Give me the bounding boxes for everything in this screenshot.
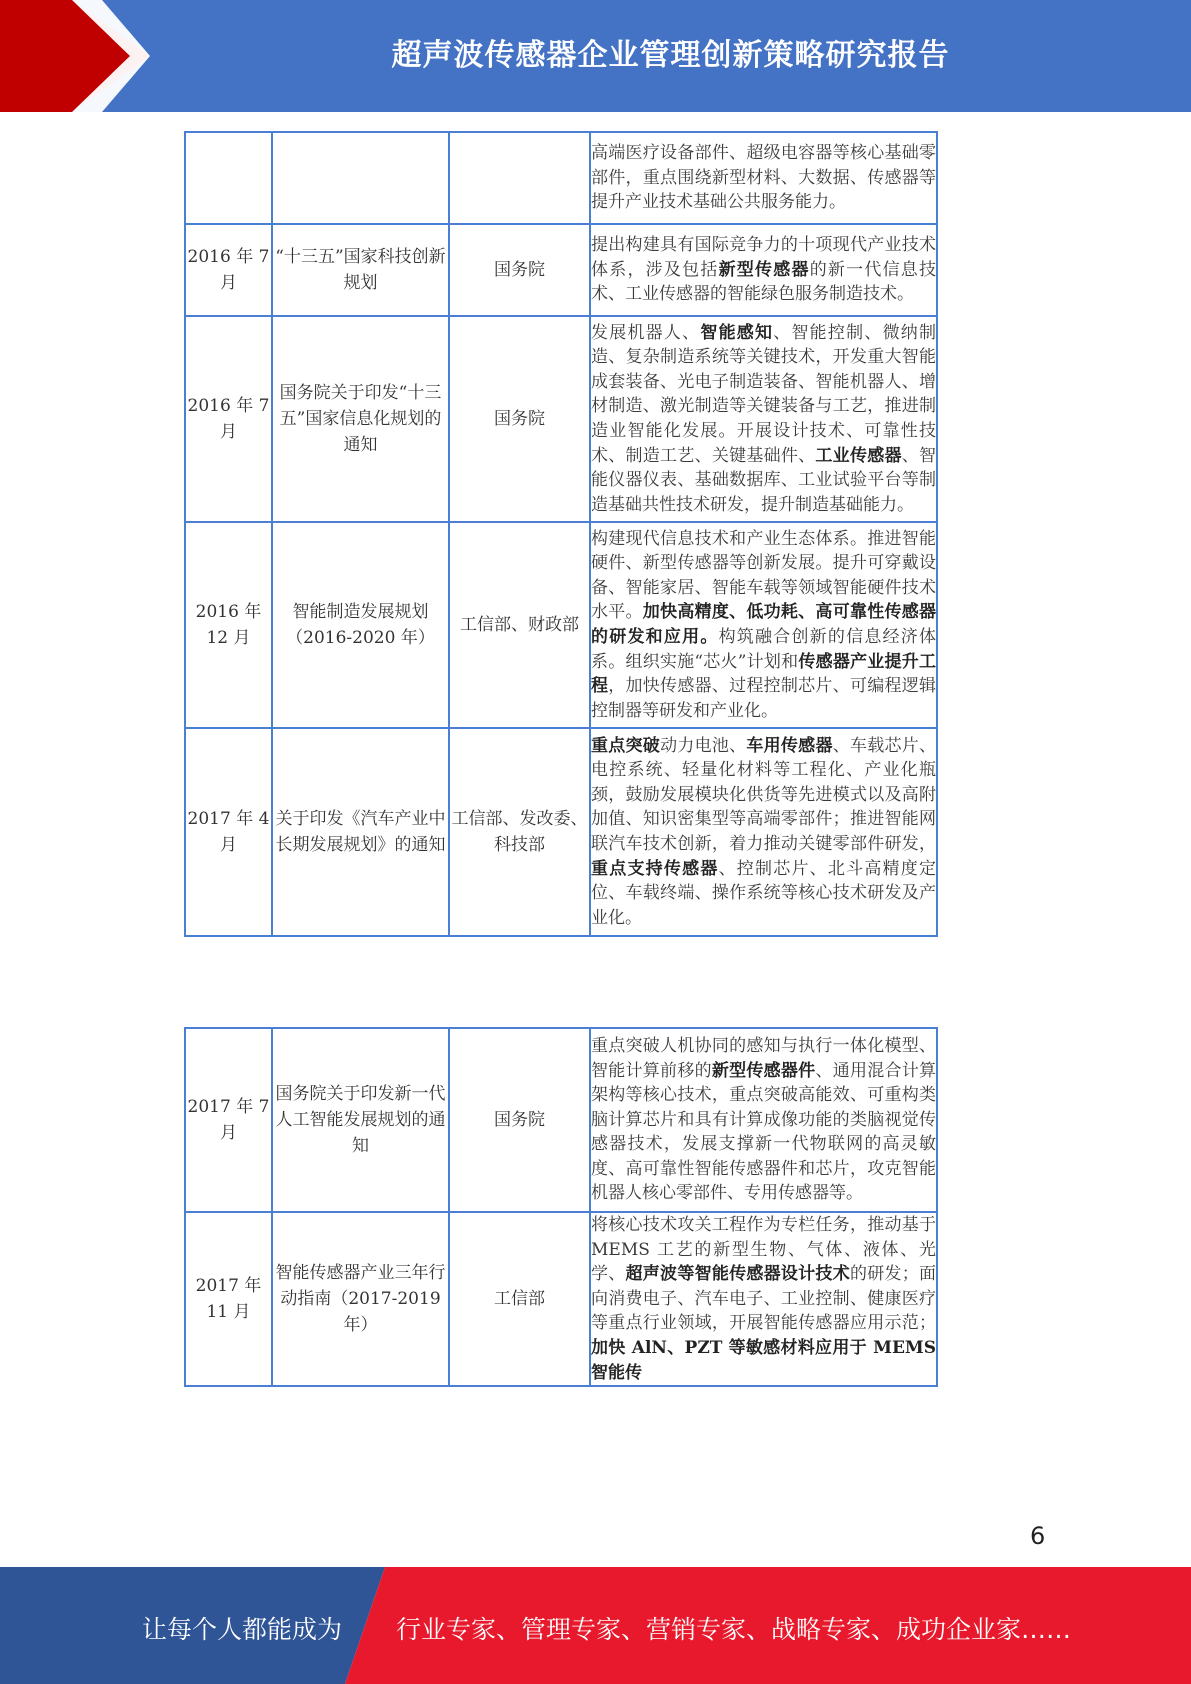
policy-date-cell: 2016 年 12 月 [185, 522, 272, 728]
policy-name-cell: “十三五”国家科技创新规划 [272, 224, 449, 316]
policy-department-cell: 国务院 [449, 316, 590, 522]
content-text: 、通用混合计算架构等核心技术，重点突破高能效、可重构类脑计算芯片和具有计算成像功能的类脑视觉传感器技术，发展支撑新一代物联网的高灵敏度、高可靠性智能传感器件和芯片，攻克智能机器人核心零部件、专用传感器等。 [591, 1060, 937, 1204]
content-text: 将核心技术攻关工程作为专栏任务，推动基于 MEMS 工艺的新型生物、气体、液体、光学、 [591, 1215, 936, 1285]
content-text: 、车载芯片、电控系统、轻量化材料等工程化、产业化瓶颈，鼓励发展模块化供货等先进模式以及高附加值、知识密集型等高端零部件；推进智能网联汽车技术创新，着力推动关键零部件研发， [591, 735, 937, 854]
policy-name-cell: 智能传感器产业三年行动指南（2017-2019 年） [272, 1212, 449, 1386]
emphasis-text: 加快高精度、低功耗、高可靠性传感器的研发和应用。 [591, 602, 937, 647]
policy-content-cell [590, 1028, 937, 1212]
policy-table-2 [184, 1027, 938, 1387]
emphasis-text: 车用传感器 [746, 735, 833, 756]
table-row [185, 522, 937, 728]
footer-slogan-left: 让每个人都能成为 [142, 1615, 343, 1644]
emphasis-text: 重点支持传感器 [591, 858, 719, 879]
content-text: 构筑融合创新的信息经济体系。组织实施“芯火”计划和 [591, 627, 937, 672]
policy-content-cell [590, 1212, 937, 1386]
content-text: 、控制芯片、北斗高精度定位、车载终端、操作系统等核心技术研发及产业化。 [591, 858, 937, 928]
policy-department-cell: 工信部 [449, 1212, 590, 1386]
content-text: 、智能控制、微纳制造、复杂制造系统等关键技术，开发重大智能成套装备、光电子制造装备、智能机器人、增材制造、激光制造等关键装备与工艺，推进制造业智能化发展。开展设计技术、可靠性技术、制造工艺、关键基础件、 [591, 322, 937, 466]
table-row [185, 728, 937, 936]
content-text: 重点突破人机协同的感知与执行一体化模型、智能计算前移的 [591, 1035, 936, 1081]
policy-date-cell [185, 132, 272, 224]
table-row [185, 224, 937, 316]
content-text: 动力电池、 [660, 735, 747, 756]
page-header [0, 0, 1191, 112]
content-text: 的研发；面向消费电子、汽车电子、工业控制、健康医疗等重点行业领域，开展智能传感器应用示范； [591, 1264, 937, 1334]
policy-date-cell: 2017 年 11 月 [185, 1212, 272, 1386]
policy-content-cell [590, 224, 937, 316]
policy-name-cell: 智能制造发展规划（2016-2020 年） [272, 522, 449, 728]
report-title: 超声波传感器企业管理创新策略研究报告 [391, 38, 950, 73]
content-text: 提出构建具有国际竞争力的十项现代产业技术体系，涉及包括 [591, 235, 936, 280]
emphasis-text: 重点突破 [591, 735, 661, 756]
content-text: 的新一代信息技术、工业传感器的智能绿色服务制造技术。 [591, 259, 937, 305]
content-text: 、智能仪器仪表、基础数据库、工业试验平台等制造基础共性技术研发，提升制造基础能力。 [591, 445, 937, 515]
policy-content-cell [590, 522, 937, 728]
policy-name-cell: 关于印发《汽车产业中长期发展规划》的通知 [272, 728, 449, 936]
policy-name-cell [272, 132, 449, 224]
policy-department-cell: 国务院 [449, 224, 590, 316]
policy-content-cell [590, 132, 937, 224]
emphasis-text: 工业传感器 [815, 445, 902, 466]
emphasis-text: 新型传感器 [718, 259, 810, 280]
policy-date-cell: 2017 年 4 月 [185, 728, 272, 936]
emphasis-text: 传感器产业提升工程 [591, 651, 937, 697]
content-text: ，加快传感器、过程控制芯片、可编程逻辑控制器等研发和产业化。 [591, 676, 937, 721]
policy-department-cell: 工信部、发改委、科技部 [449, 728, 590, 936]
policy-table-1-body [185, 132, 937, 936]
content-text: 发展机器人、 [591, 322, 701, 343]
policy-date-cell: 2016 年 7 月 [185, 316, 272, 522]
content-text: 高端医疗设备部件、超级电容器等核心基础零部件，重点围绕新型材料、大数据、传感器等提升产业技术基础公共服务能力。 [591, 143, 936, 213]
policy-table-2-body [185, 1028, 937, 1386]
policy-table-1 [184, 131, 938, 937]
policy-content-cell [590, 316, 937, 522]
emphasis-text: 加快 AlN、PZT 等敏感材料应用于 MEMS 智能传 [591, 1337, 936, 1383]
table-row [185, 1212, 937, 1386]
page-number: 6 [1030, 1522, 1046, 1550]
policy-name-cell: 国务院关于印发新一代人工智能发展规划的通知 [272, 1028, 449, 1212]
emphasis-text: 新型传感器件 [711, 1060, 816, 1081]
policy-name-cell: 国务院关于印发“十三五”国家信息化规划的通知 [272, 316, 449, 522]
emphasis-text: 智能感知 [700, 322, 774, 343]
policy-department-cell: 国务院 [449, 1028, 590, 1212]
table-row [185, 132, 937, 224]
table-row [185, 1028, 937, 1212]
policy-date-cell: 2017 年 7 月 [185, 1028, 272, 1212]
policy-date-cell: 2016 年 7 月 [185, 224, 272, 316]
emphasis-text: 超声波等智能传感器设计技术 [625, 1264, 850, 1285]
policy-department-cell [449, 132, 590, 224]
table-row [185, 316, 937, 522]
policy-department-cell: 工信部、财政部 [449, 522, 590, 728]
footer-slogan-right: 行业专家、管理专家、营销专家、战略专家、成功企业家…… [396, 1615, 1072, 1644]
page-footer [0, 1567, 1191, 1684]
policy-content-cell [590, 728, 937, 936]
content-text: 构建现代信息技术和产业生态体系。推进智能硬件、新型传感器等创新发展。提升可穿戴设备、智能家居、智能车载等领域智能硬件技术水平。 [591, 528, 936, 623]
